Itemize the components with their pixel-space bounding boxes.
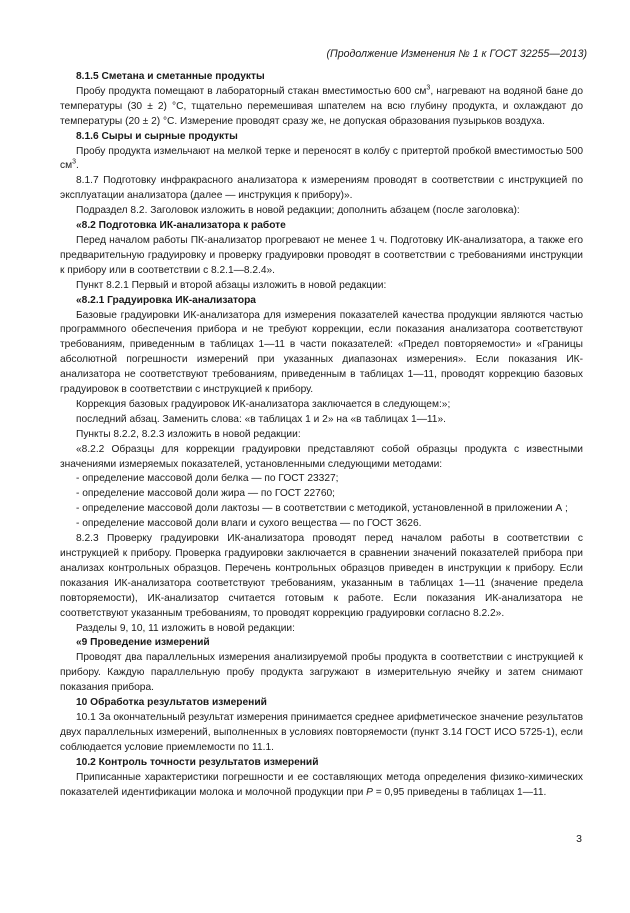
paragraph-text: = 0,95 приведены в таблицах 1—11. [372, 786, 547, 798]
section-heading: «9 Проведение измерений [76, 637, 210, 649]
superscript: 3 [426, 84, 431, 92]
italic-symbol: Р [366, 786, 373, 798]
paragraph: Проводят два параллельных измерения анализируемой пробы продукта в соответствии с инструкцией к прибору. Каждую параллельную пробу продукта загружают в измерительную ячейку и затем снимают показания прибора. [60, 652, 583, 694]
page-number: 3 [576, 833, 582, 845]
paragraph: последний абзац. Заменить слова: «в таблицах 1 и 2» на «в таблицах 1—11». [76, 413, 446, 425]
paragraph-text: . [76, 160, 79, 172]
section-heading: 10 Обработка результатов измерений [76, 697, 267, 709]
paragraph: Пункт 8.2.1 Первый и второй абзацы изложить в новой редакции: [76, 279, 387, 291]
paragraph: Разделы 9, 10, 11 изложить в новой редакции: [76, 622, 295, 634]
paragraph: Базовые градуировки ИК-анализатора для измерения показателей качества продукции являются частью программного обеспечения прибора и не требуют коррекции, если показания анализатора соответствуют требованиям, приведенным в таблицах 1—11 в части показателей: «Предел повторяемости» и «Границы абсолютной погрешности измерений при указанных диапазонах измерения». Если показания ИК-анализатора не соответствуют требованиям, приведенным в таблицах 1—11, проводят коррекцию базовых градуировок в соответствии с инструкцией к прибору. [60, 309, 583, 396]
paragraph: Перед началом работы ПК-анализатор прогревают не менее 1 ч. Подготовку ИК-анализатора, а также его предварительную градуировку и проверку градуировки проводят в соответствии с требованиями инструкции к прибору или в соответствии с 8.2.1—8.2.4». [60, 234, 583, 276]
paragraph: - определение массовой доли лактозы — в соответствии с методикой, установленной в приложении А ; [76, 503, 568, 515]
paragraph: - определение массовой доли белка — по ГОСТ 23327; [76, 473, 339, 485]
paragraph: - определение массовой доли влаги и сухого вещества — по ГОСТ 3626. [76, 518, 422, 530]
paragraph [60, 145, 583, 175]
paragraph: «8.2.2 Образцы для коррекции градуировки представляют собой образцы продукта с известными значениями измеряемых показателей, установленными следующими методами: [60, 443, 583, 470]
paragraph: 10.1 За окончательный результат измерения принимается среднее арифметическое значение результатов двух параллельных измерений, выполненных в условиях повторяемости (пункт 3.14 ГОСТ ИСО 5725-1), если соблюдается условие приемлемости по 11.1. [60, 711, 583, 753]
paragraph [60, 771, 583, 801]
paragraph [60, 85, 583, 130]
section-heading: «8.2.1 Градуировка ИК-анализатора [76, 294, 256, 306]
page-header: (Продолжение Изменения № 1 к ГОСТ 32255—2013) [326, 48, 587, 60]
paragraph-text: , нагревают на водяной бане до температуры (30 ± 2) °С, тщательно перемешивая шпателем на всю глубину продукта, и охлаждают до температуры (20 ± 2) °С. Измерение проводят сразу же, не допуская образования пузырьков воздуха. [60, 85, 583, 127]
section-heading: 8.1.6 Сыры и сырные продукты [76, 130, 238, 142]
superscript: 3 [72, 159, 77, 167]
section-heading: 10.2 Контроль точности результатов измерений [76, 756, 319, 768]
paragraph: 8.1.7 Подготовку инфракрасного анализатора к измерениям проводят в соответствии с инструкцией по эксплуатации анализатора (далее — инструкция к прибору)». [60, 175, 583, 202]
paragraph-text: Приписанные характеристики погрешности и ее составляющих метода определения физико-химических показателей идентификации молока и молочной продукции при [60, 771, 583, 798]
paragraph: Пункты 8.2.2, 8.2.3 изложить в новой редакции: [76, 428, 301, 440]
section-heading: «8.2 Подготовка ИК-анализатора к работе [76, 220, 286, 232]
paragraph-text: Пробу продукта измельчают на мелкой терке и переносят в колбу с притертой пробкой вместимостью 500 см [60, 145, 583, 172]
section-heading: 8.1.5 Сметана и сметанные продукты [76, 71, 265, 82]
paragraph: - определение массовой доли жира — по ГОСТ 22760; [76, 488, 335, 500]
paragraph-text: Пробу продукта помещают в лабораторный стакан вместимостью 600 см [76, 85, 427, 97]
paragraph: 8.2.3 Проверку градуировки ИК-анализатора проводят перед началом работы в соответствии с инструкцией к прибору. Проверка градуировки заключается в сравнении значений показателей прибора при анализах контрольных образцов. Перечень контрольных образцов приведен в инструкции к прибору. Если показания ИК-анализатора соответствуют требованиям, указанным в таблицах 1—11 (значение предела повторяемости), ИК-анализатор считается готовым к работе. Если показания ИК-анализатора не соответствуют указанным требованиям, то проводят коррекцию градуировки согласно 8.2.2». [60, 533, 583, 619]
paragraph: Коррекция базовых градуировок ИК-анализатора заключается в следующем:»; [76, 398, 451, 410]
paragraph: Подраздел 8.2. Заголовок изложить в новой редакции; дополнить абзацем (после заголовка): [76, 205, 520, 217]
document-body [60, 70, 583, 800]
